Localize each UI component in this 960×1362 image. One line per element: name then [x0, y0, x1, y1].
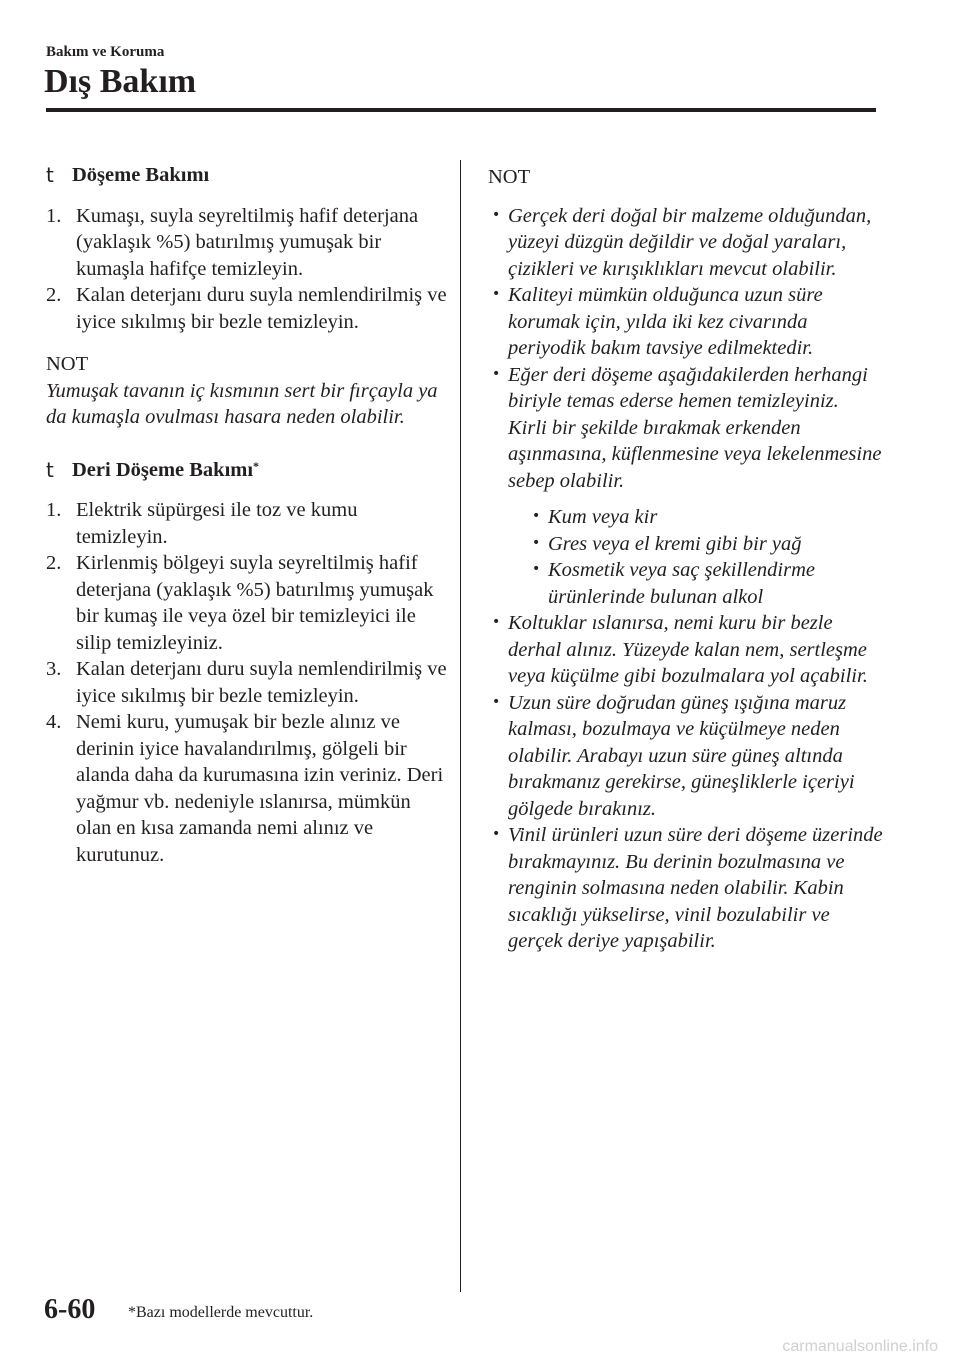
bullet-dot-icon: • — [492, 286, 501, 302]
bullet-dot-icon: • — [492, 206, 501, 223]
bullet-text: Vinil ürünleri uzun süre deri döşeme üzerinde bırakmayınız. Bu derinin bozulmasına ve renginin solmasına neden olabilir. Kabin sıcaklığı yükselirse, vinil bozulabilir ve gerçek deriye yapışabilir. — [508, 824, 883, 952]
note-bullet — [488, 610, 888, 690]
step-item — [46, 497, 450, 550]
step-text: Kalan deterjanı duru suyla nemlendirilmiş ve iyice sıkılmış bir bezle temizleyin. — [76, 284, 447, 333]
sub-bullet — [508, 557, 888, 610]
section-marker-icon: t — [46, 457, 54, 482]
bullet-text: Koltuklar ıslanırsa, nemi kuru bir bezle derhal alınız. Yüzeyde kalan nem, sertleşme veya küçülme gibi bozulmalara yol açabilir. — [508, 612, 868, 687]
note-bullet — [488, 690, 888, 823]
step-text: Nemi kuru, yumuşak bir bezle alınız ve derinin iyice havalandırılmış, gölgeli bir alanda daha da kurumasına izin veriniz. Deri yağmur vb. nedeniyle ıslanırsa, mümkün olan en kısa zamanda nemi alınız ve kurutunuz. — [76, 711, 444, 866]
bullet-text: Gerçek deri doğal bir malzeme olduğundan, yüzeyi düzgün değildir ve doğal yaraları, çizikleri ve kırışıklıkları mevcut olabilir. — [508, 204, 872, 280]
breadcrumb: Bakım ve Koruma — [46, 44, 165, 60]
page-title: Dış Bakım — [44, 63, 197, 100]
step-item — [46, 282, 450, 335]
sub-bullet-text: Kosmetik veya saç şekillendirme ürünlerinde bulunan alkol — [548, 559, 815, 608]
bullet-dot-icon: • — [492, 826, 501, 842]
column-divider — [460, 160, 461, 1292]
bullet-text: Kaliteyi mümkün olduğunca uzun süre korumak için, yılda iki kez civarında periyodik bakım tavsiye edilmektedir. — [508, 284, 823, 359]
step-text: Kumaşı, suyla seyreltilmiş hafif deterjana (yaklaşık %5) batırılmış yumuşak bir kumaşla hafifçe temizleyin. — [76, 204, 419, 280]
bullet-dot-icon: • — [532, 561, 541, 577]
section-heading-text: Deri Döşeme Bakımı — [72, 458, 254, 481]
leather-steps — [46, 497, 450, 868]
step-number: 3. — [46, 658, 62, 680]
sub-bullet-text: Kum veya kir — [548, 506, 658, 528]
note-text: Yumuşak tavanın iç kısmının sert bir fırçayla ya da kumaşla ovulması hasara neden olabilir. — [46, 379, 438, 428]
note-bullet — [488, 203, 888, 283]
section-heading-leather — [46, 457, 450, 484]
step-item — [46, 550, 450, 656]
footnote: *Bazı modellerde mevcuttur. — [128, 1304, 314, 1321]
contaminant-list — [508, 504, 888, 610]
spacer — [46, 431, 450, 457]
step-number: 2. — [46, 552, 62, 574]
title-rule — [46, 108, 876, 112]
bullet-dot-icon: • — [532, 534, 541, 551]
step-text: Kirlenmiş bölgeyi suyla seyreltilmiş hafif deterjana (yaklaşık %5) batırılmış yumuşak bir kumaş ile veya özel bir temizleyici ile silip temizleyiniz. — [76, 552, 434, 654]
bullet-text: Kirli bir şekilde bırakmak erkenden aşınmasına, küflenmesine veya lekelenmesine sebep olabilir. — [508, 416, 882, 492]
sub-bullet — [508, 531, 888, 558]
step-item — [46, 203, 450, 283]
note-bullet — [488, 362, 888, 611]
section-marker-icon: t — [46, 163, 54, 187]
note-title: NOT — [46, 353, 89, 375]
sub-bullet — [508, 504, 888, 531]
step-text: Kalan deterjanı duru suyla nemlendirilmiş ve iyice sıkılmış bir bezle temizleyin. — [76, 658, 447, 707]
step-item — [46, 656, 450, 709]
note-bullets — [488, 203, 888, 955]
upholstery-steps — [46, 203, 450, 336]
footnote-marker: * — [253, 458, 260, 473]
left-column — [46, 162, 450, 884]
step-item — [46, 709, 450, 868]
note-title: NOT — [488, 166, 531, 188]
step-number: 1. — [46, 204, 62, 227]
note-bullet — [488, 282, 888, 362]
section-heading-upholstery — [46, 162, 450, 189]
bullet-dot-icon: • — [532, 508, 541, 524]
sub-bullet-text: Gres veya el kremi gibi bir yağ — [548, 532, 802, 555]
step-text: Elektrik süpürgesi ile toz ve kumu temizleyin. — [76, 499, 358, 548]
section-heading-text: Döşeme Bakımı — [72, 164, 210, 186]
right-column — [488, 162, 888, 955]
watermark: carmanualsonline.info — [782, 1338, 938, 1355]
note-bullet — [488, 822, 888, 955]
bullet-dot-icon: • — [492, 365, 501, 382]
page-number: 6-60 — [44, 1294, 96, 1325]
step-number: 1. — [46, 499, 62, 521]
bullet-text: Uzun süre doğrudan güneş ışığına maruz kalması, bozulmaya ve küçülmeye neden olabilir. Arabayı uzun süre güneş altında bırakmanız gerekirse, güneşliklerle içeriyi gölgede bırakınız. — [508, 691, 855, 820]
bullet-dot-icon: • — [492, 693, 501, 710]
bullet-text: Eğer deri döşeme aşağıdakilerden herhangi biriyle temas ederse hemen temizleyiniz. — [508, 363, 868, 412]
step-number: 4. — [46, 711, 62, 733]
step-number: 2. — [46, 284, 62, 306]
bullet-dot-icon: • — [492, 614, 501, 630]
